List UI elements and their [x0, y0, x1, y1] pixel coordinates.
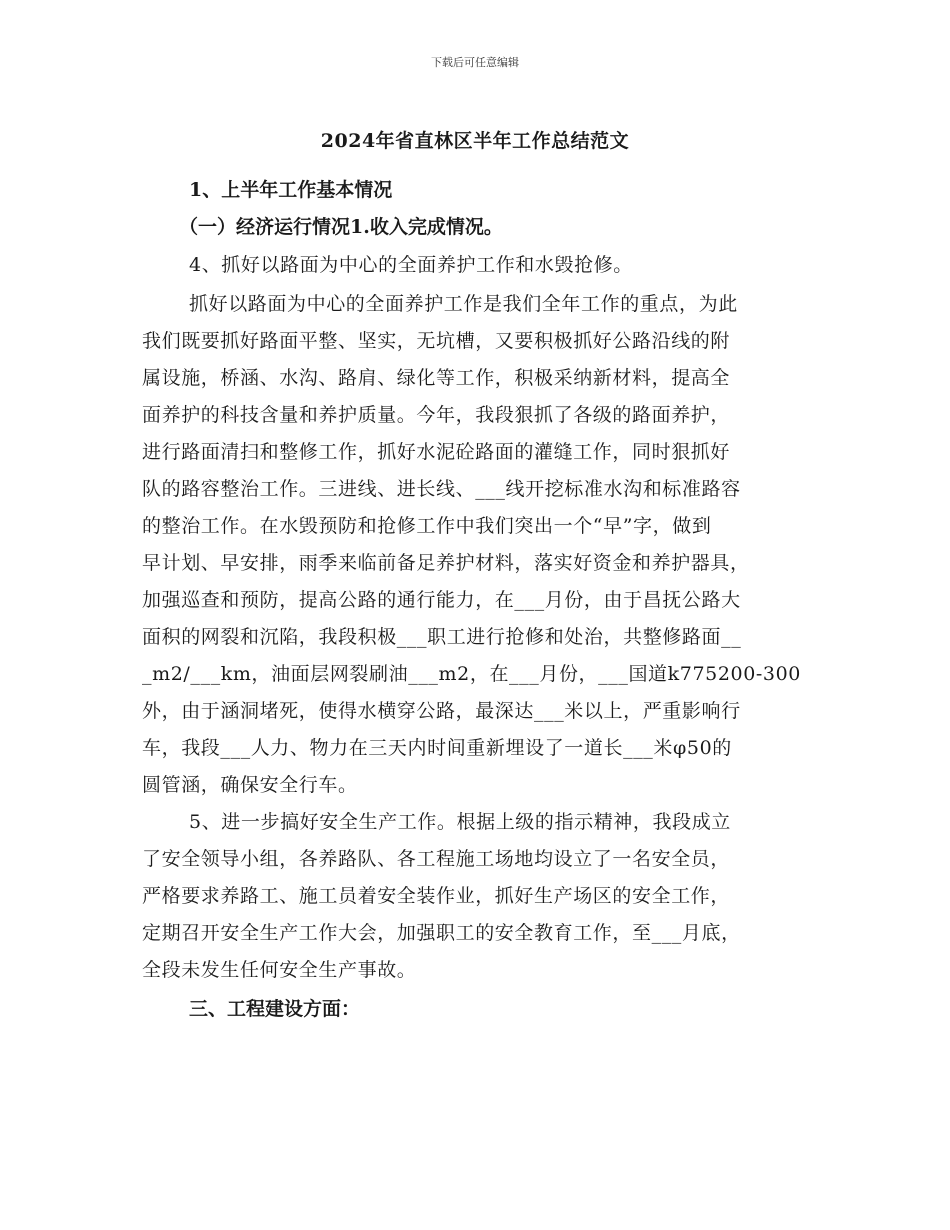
- item-5-line: 严格要求养路工、施工员着安全装作业，抓好生产场区的安全工作，: [142, 885, 731, 907]
- item-4-paragraph-line: 我们既要抓好路面平整、坚实，无坑槽，又要积极抓好公路沿线的附: [142, 330, 731, 352]
- item-4-paragraph-line: 的整治工作。在水毁预防和抢修工作中我们突出一个“早”字，做到: [142, 515, 712, 537]
- item-4-paragraph-line: 加强巡查和预防，提高公路的通行能力，在___月份，由于昌抚公路大: [142, 589, 741, 611]
- item-4-paragraph-line: 早计划、早安排，雨季来临前备足养护材料，落实好资金和养护器具，: [142, 552, 750, 574]
- item-5-line: 定期召开安全生产工作大会，加强职工的安全教育工作，至___月底，: [142, 922, 741, 944]
- page-header-note: 下载后可任意编辑: [431, 56, 519, 69]
- item-4-paragraph-line: 外，由于涵洞堵死，使得水横穿公路，最深达___米以上，严重影响行: [142, 700, 741, 722]
- item-4-paragraph-line: 面积的网裂和沉陷，我段积极___职工进行抢修和处治，共整修路面__: [142, 626, 742, 648]
- item-4-paragraph-line: 属设施，桥涵、水沟、路肩、绿化等工作，积极采纳新材料，提高全: [142, 367, 731, 389]
- section-heading-1: 1、上半年工作基本情况: [189, 179, 393, 201]
- item-5-line: 了安全领导小组，各养路队、各工程施工场地均设立了一名安全员，: [142, 848, 731, 870]
- item-4-heading: 4、抓好以路面为中心的全面养护工作和水毁抢修。: [189, 254, 633, 276]
- item-4-paragraph-line: 抓好以路面为中心的全面养护工作是我们全年工作的重点，为此: [189, 293, 738, 315]
- item-4-paragraph-line: 圆管涵，确保安全行车。: [142, 774, 358, 796]
- item-4-paragraph-line: 进行路面清扫和整修工作，抓好水泥砼路面的灌缝工作，同时狠抓好: [142, 441, 731, 463]
- item-4-paragraph-line: 队的路容整治工作。三进线、进长线、___线开挖标准水沟和标准路容: [142, 478, 741, 500]
- document-title: 2024年省直林区半年工作总结范文: [320, 130, 630, 152]
- item-5-line: 5、进一步搞好安全生产工作。根据上级的指示精神，我段成立: [189, 811, 731, 833]
- item-5-line: 全段未发生任何安全生产事故。: [142, 959, 417, 981]
- section-heading-3: 三、工程建设方面：: [189, 998, 361, 1020]
- item-4-paragraph-line: _m2/___km，油面层网裂刷油___m2，在___月份，___国道k775200-300: [142, 663, 801, 685]
- item-4-paragraph-line: 面养护的科技含量和养护质量。今年，我段狠抓了各级的路面养护，: [142, 404, 731, 426]
- subsection-heading: （一）经济运行情况1.收入完成情况。: [179, 216, 503, 238]
- item-4-paragraph-line: 车，我段___人力、物力在三天内时间重新埋设了一道长___米φ50的: [142, 737, 732, 759]
